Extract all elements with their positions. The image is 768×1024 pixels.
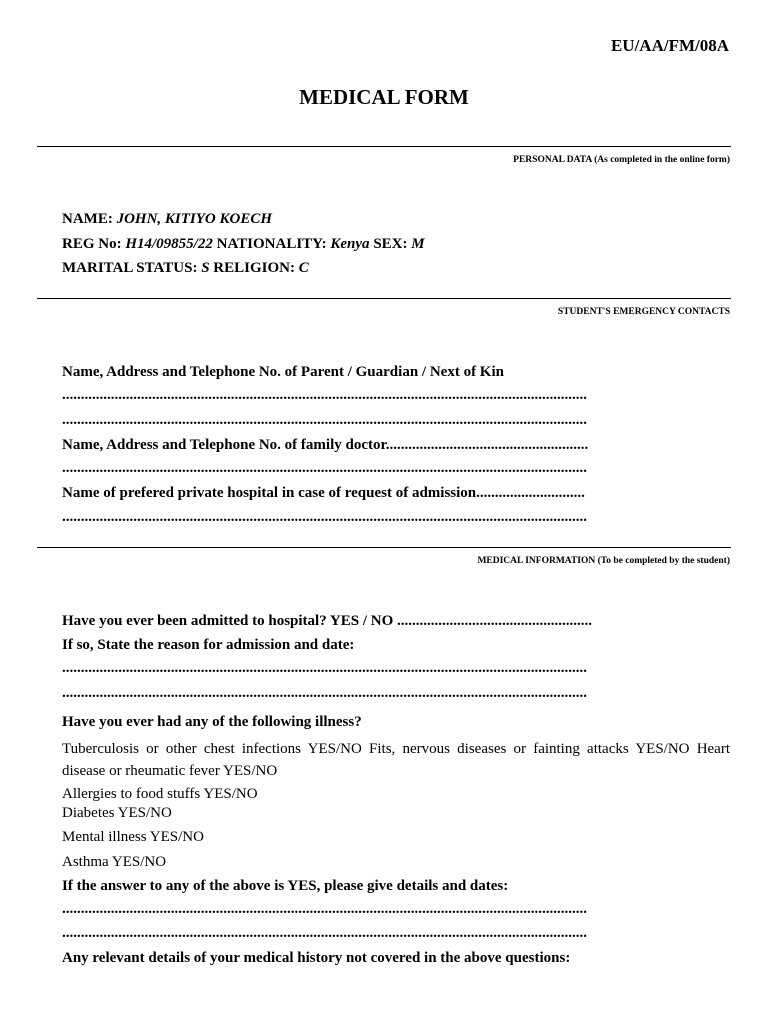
admitted-line [62, 613, 592, 630]
reason-question: If so, State the reason for admission and date: [62, 637, 355, 653]
allergies-item: Allergies to food stuffs YES/NO [62, 786, 258, 802]
asthma-item: Asthma YES/NO [62, 854, 167, 870]
reason-fill-line-2[interactable]: ............................................................................................................................................ [62, 685, 587, 701]
page-title: MEDICAL FORM [299, 85, 469, 109]
illness-question: Have you ever had any of the following illness? [62, 714, 362, 730]
divider-emergency [37, 298, 731, 299]
details-question: If the answer to any of the above is YES, please give details and dates: [62, 878, 509, 894]
nationality-value: Kenya [330, 236, 370, 252]
doctor-fill-tail[interactable]: ...................................................... [385, 437, 589, 453]
marital-label: MARITAL STATUS: [62, 260, 198, 276]
name-value: JOHN, KITIYO KOECH [116, 211, 273, 227]
religion-value: C [298, 260, 309, 276]
doctor-line [62, 437, 588, 454]
divider-personal [37, 146, 731, 147]
reason-fill-line-1[interactable]: ............................................................................................................................................ [62, 660, 587, 676]
nationality-label: NATIONALITY: [216, 236, 327, 252]
section-heading-emergency: STUDENT'S EMERGENCY CONTACTS [557, 307, 730, 317]
parent-label: Name, Address and Telephone No. of Parent / Guardian / Next of Kin [62, 364, 504, 380]
sex-value: M [411, 236, 425, 252]
diabetes-item: Diabetes YES/NO [62, 805, 172, 821]
divider-medical [37, 547, 731, 548]
hospital-line [62, 485, 585, 502]
parent-fill-line-2[interactable]: ............................................................................................................................................ [62, 412, 587, 428]
form-code: EU/AA/FM/08A [610, 36, 729, 55]
hospital-fill-line[interactable]: ............................................................................................................................................ [62, 509, 587, 525]
details-fill-line-1[interactable]: ............................................................................................................................................ [62, 901, 587, 917]
parent-fill-line-1[interactable]: ............................................................................................................................................ [62, 387, 587, 403]
hospital-label: Name of prefered private hospital in case of request of admission [62, 485, 477, 501]
name-line [62, 211, 272, 228]
illness-paragraph: Tuberculosis or other chest infections YES/NO Fits, nervous diseases or fainting attacks YES/NO Heart disease or rheumatic fever YES/NO [62, 741, 730, 779]
name-label: NAME: [62, 211, 113, 227]
reg-label: REG No: [62, 236, 122, 252]
admitted-question: Have you ever been admitted to hospital? YES / NO [62, 613, 394, 629]
reg-line [62, 236, 425, 253]
marital-value: S [201, 260, 210, 276]
doctor-fill-line[interactable]: ............................................................................................................................................ [62, 460, 587, 476]
section-heading-medical: MEDICAL INFORMATION (To be completed by the student) [477, 556, 730, 566]
religion-label: RELIGION: [213, 260, 295, 276]
hospital-fill-tail[interactable]: ............................. [476, 485, 585, 501]
details-fill-line-2[interactable]: ............................................................................................................................................ [62, 925, 587, 941]
history-question: Any relevant details of your medical history not covered in the above questions: [62, 950, 571, 966]
section-heading-personal: PERSONAL DATA (As completed in the online form) [513, 155, 730, 165]
doctor-label: Name, Address and Telephone No. of family doctor [62, 437, 386, 453]
sex-label: SEX: [373, 236, 408, 252]
reg-value: H14/09855/22 [125, 236, 213, 252]
mental-illness-item: Mental illness YES/NO [62, 829, 204, 845]
admitted-fill-tail[interactable]: .................................................... [397, 613, 593, 629]
marital-line [62, 260, 309, 277]
